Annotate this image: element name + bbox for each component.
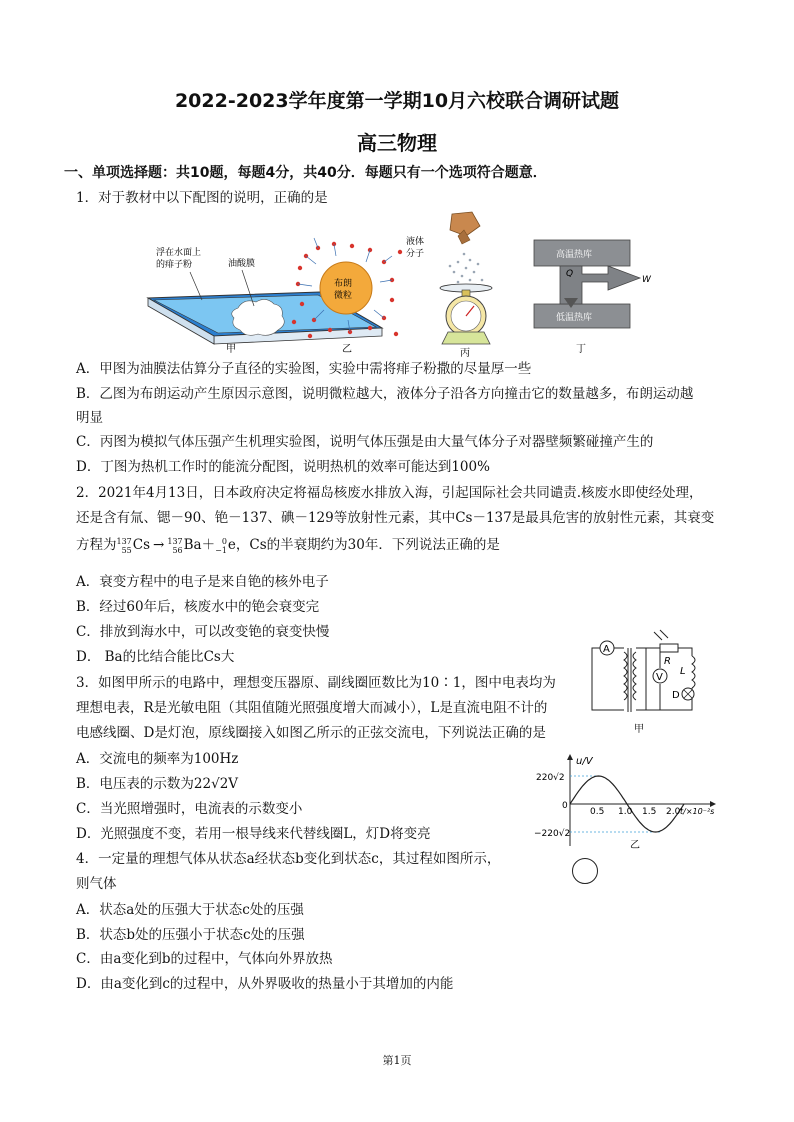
caption-d: 丁 [576, 344, 586, 355]
q1-option-b-cont: 明显 [76, 410, 103, 426]
ammeter-label: A [603, 644, 610, 655]
graph-tick-2: 1.0 [618, 807, 633, 817]
q3-option-a: A．交流电的频率为100Hz [76, 751, 239, 767]
q3-voltage-graph [534, 752, 724, 852]
ba-z: 56 [172, 545, 183, 555]
voltmeter-label: V [656, 672, 663, 683]
page-number: 第1页 [382, 1054, 412, 1067]
figure-c-scale [440, 212, 492, 359]
label-film: 油酸膜 [228, 259, 256, 269]
label-particle2: 微粒 [334, 291, 353, 301]
q4-figure-placeholder [572, 858, 598, 884]
q3-line2: 理想电表，R是光敏电阻（其阻值随光照强度增大而减小），L是直流电阻不计的 [76, 700, 548, 716]
label-liquid: 液体 [406, 237, 425, 247]
q4-option-b: B．状态b处的压强小于状态c处的压强 [76, 927, 305, 943]
graph-caption: 乙 [630, 840, 640, 851]
graph-tick-4: 2.0 [666, 807, 681, 817]
cs-mass: 137 [116, 536, 132, 546]
inductor-label: L [680, 666, 686, 677]
graph-tick-3: 1.5 [642, 807, 657, 817]
caption-a: 甲 [226, 344, 236, 355]
graph-ytop: 220√2 [536, 773, 565, 783]
q4-line2: 则气体 [76, 876, 117, 892]
q3-option-b: B．电压表的示数为22√2V [76, 776, 239, 792]
q2-decay-line [76, 536, 500, 555]
q2-line3-pre: 方程为 [76, 537, 117, 553]
ba-nuclide-numbers [167, 537, 182, 555]
exam-title: 2022-2023学年度第一学期10月六校联合调研试题 [174, 90, 620, 112]
label-float: 浮在水面上 [156, 248, 202, 258]
q4-line1: 4．一定量的理想气体从状态a经状态b变化到状态c，其过程如图所示， [76, 851, 501, 867]
lamp-label: D [672, 690, 680, 701]
q2-line1: 2．2021年4月13日，日本政府决定将福岛核废水排放入海，引起国际社会共同谴责.核废水即使经处理， [76, 485, 703, 501]
label-cold: 低温热库 [556, 313, 593, 323]
section-heading: 一、单项选择题：共10题，每题4分，共40分．每题只有一个选项符合题意． [64, 165, 547, 181]
q4-option-a: A．状态a处的压强大于状态c处的压强 [76, 902, 304, 918]
q4-option-c: C．由a变化到b的过程中，气体向外界放热 [76, 951, 333, 967]
figure-d-heat-engine [534, 240, 652, 355]
q3-option-d: D．光照强度不变，若用一根导线来代替线圈L，灯D将变亮 [76, 826, 431, 842]
q1-option-b: B．乙图为布朗运动产生原因示意图，说明微粒越大，液体分子沿各方向撞击它的数量越多，布朗运动越 [76, 386, 694, 402]
e-nuclide-numbers [215, 537, 227, 555]
cs-nuclide-numbers [117, 537, 132, 555]
caption-b: 乙 [342, 344, 352, 355]
graph-tick-1: 0.5 [590, 807, 605, 817]
label-particle1: 布朗 [334, 279, 353, 289]
graph-xlabel: t/×10⁻²s [680, 807, 715, 816]
cs-z: 55 [121, 545, 132, 555]
graph-ybot: −220√2 [534, 829, 571, 839]
q2-line3-post: ，Cs的半衰期约为30年．下列说法正确的是 [235, 537, 500, 553]
q3-circuit-diagram [576, 628, 706, 738]
cs-symbol: Cs [132, 537, 151, 553]
caption-c: 丙 [460, 348, 470, 359]
resistor-label: R [664, 656, 671, 667]
circuit-caption: 甲 [634, 724, 644, 735]
graph-ylabel: u/V [576, 756, 593, 767]
q2-option-d: D． Ba的比结合能比Cs大 [76, 649, 235, 665]
ba-symbol: Ba [183, 537, 202, 553]
label-float2: 的痱子粉 [156, 260, 193, 270]
q1-figures [130, 210, 690, 360]
graph-zero: 0 [562, 801, 568, 811]
plus-sign: ＋ [201, 537, 216, 553]
e-mass: 0 [221, 536, 227, 546]
q1-option-d: D．丁图为热机工作时的能流分配图，说明热机的效率可能达到100% [76, 459, 490, 475]
label-W: W [642, 275, 651, 285]
q4-option-d: D．由a变化到c的过程中，从外界吸收的热量小于其增加的内能 [76, 976, 454, 992]
ba-mass: 137 [167, 536, 183, 546]
q3-line3: 电感线圈、D是灯泡，原线圈接入如图乙所示的正弦交流电，下列说法正确的是 [76, 725, 546, 741]
label-molecule: 分子 [406, 249, 425, 259]
label-Q: Q [566, 269, 574, 279]
q1-stem: 1．对于教材中以下配图的说明，正确的是 [76, 190, 328, 206]
q2-option-b: B．经过60年后，核废水中的铯会衰变完 [76, 599, 320, 615]
q2-option-c: C．排放到海水中，可以改变铯的衰变快慢 [76, 624, 330, 640]
e-symbol: e [227, 537, 236, 553]
q1-option-c: C．丙图为模拟气体压强产生机理实验图，说明气体压强是由大量气体分子对器壁频繁碰撞产生的 [76, 434, 654, 450]
q3-option-c: C．当光照增强时，电流表的示数变小 [76, 801, 303, 817]
exam-subject: 高三物理 [357, 131, 437, 155]
q2-option-a: A．衰变方程中的电子是来自铯的核外电子 [76, 574, 329, 590]
q3-line1: 3．如图甲所示的电路中，理想变压器原、副线圈匝数比为10∶1，图中电表均为 [76, 675, 556, 691]
e-z: −1 [215, 545, 227, 555]
q2-line2: 还是含有氚、锶－90、铯－137、碘－129等放射性元素，其中Cs－137是最具危害的放射性元素，其衰变 [76, 510, 715, 526]
decay-arrow: → [153, 537, 165, 553]
label-hot: 高温热库 [556, 250, 593, 260]
q1-option-a: A．甲图为油膜法估算分子直径的实验图，实验中需将痱子粉撒的尽量厚一些 [76, 361, 532, 377]
